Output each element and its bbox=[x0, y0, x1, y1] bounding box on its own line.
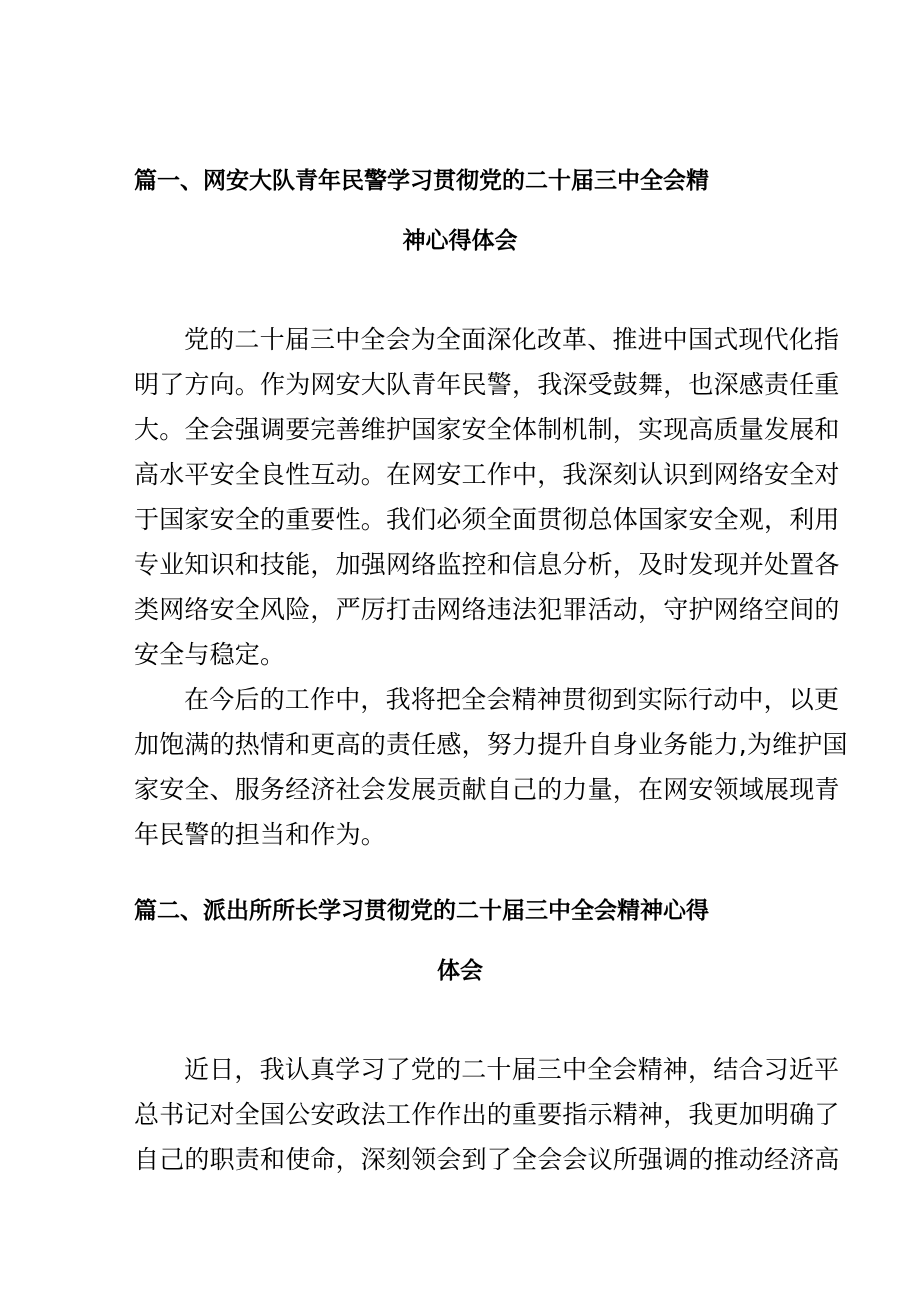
section-1-paragraph-1-line-6: 专业知识和技能，加强网络监控和信息分析，及时发现并处置各 bbox=[134, 550, 840, 579]
section-2-title-line-1: 篇二、派出所所长学习贯彻党的二十届三中全会精神心得 bbox=[134, 898, 709, 924]
section-1-paragraph-1-line-8: 安全与稳定。 bbox=[134, 640, 286, 669]
section-1-paragraph-1-line-1: 党的二十届三中全会为全面深化改革、推进中国式现代化指 bbox=[184, 325, 840, 354]
section-1-title-line-1: 篇一、网安大队青年民警学习贯彻党的二十届三中全会精 bbox=[134, 168, 709, 194]
section-1-paragraph-2-line-1: 在今后的工作中，我将把全会精神贯彻到实际行动中，以更 bbox=[184, 685, 840, 714]
section-1-paragraph-1-line-4: 高水平安全良性互动。在网安工作中，我深刻认识到网络安全对 bbox=[134, 460, 840, 489]
section-1-title-line-2: 神心得体会 bbox=[402, 228, 518, 254]
section-1-paragraph-1-line-2: 明了方向。作为网安大队青年民警，我深受鼓舞，也深感责任重 bbox=[134, 370, 840, 399]
section-2-title-line-2: 体会 bbox=[437, 958, 483, 984]
section-1-paragraph-2-line-3: 家安全、服务经济社会发展贡献自己的力量，在网安领域展现青 bbox=[134, 775, 840, 804]
section-2-paragraph-1-line-1: 近日，我认真学习了党的二十届三中全会精神，结合习近平 bbox=[184, 1055, 840, 1084]
section-2-paragraph-1-line-3: 自己的职责和使命，深刻领会到了全会会议所强调的推动经济高 bbox=[134, 1145, 840, 1174]
section-1-paragraph-1-line-5: 于国家安全的重要性。我们必须全面贯彻总体国家安全观，利用 bbox=[134, 505, 840, 534]
section-1-paragraph-1-line-7: 类网络安全风险，严厉打击网络违法犯罪活动，守护网络空间的 bbox=[134, 595, 840, 624]
section-1-paragraph-2-line-4: 年民警的担当和作为。 bbox=[134, 820, 387, 849]
section-2-paragraph-1-line-2: 总书记对全国公安政法工作作出的重要指示精神，我更加明确了 bbox=[134, 1100, 840, 1129]
section-1-paragraph-2-line-2: 加饱满的热情和更高的责任感，努力提升自身业务能力,为维护国 bbox=[134, 730, 848, 759]
section-1-paragraph-1-line-3: 大。全会强调要完善维护国家安全体制机制，实现高质量发展和 bbox=[134, 415, 840, 444]
